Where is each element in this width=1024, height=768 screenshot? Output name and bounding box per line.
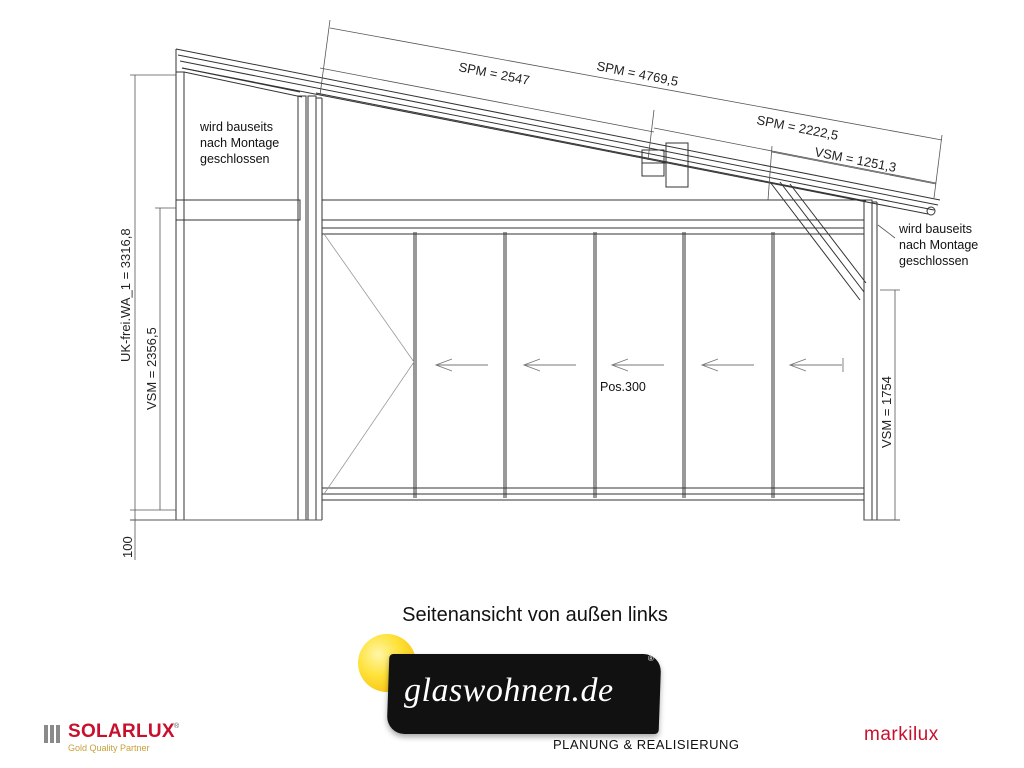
solarlux-bars-icon: [44, 725, 62, 748]
solarlux-logo: [44, 721, 204, 761]
markilux-logo: markilux: [864, 724, 939, 745]
note-left-line2: nach Montage: [200, 136, 280, 150]
note-right-line2: nach Montage: [899, 238, 979, 252]
glaswohnen-tagline: PLANUNG & REALISIERUNG: [553, 737, 740, 752]
note-right-line1: wird bauseits: [899, 222, 972, 236]
drawing-caption: Seitenansicht von außen links: [402, 604, 668, 626]
solarlux-tagline: Gold Quality Partner: [68, 743, 150, 753]
door-swing-lines: [324, 234, 414, 494]
note-right-line3: geschlossen: [899, 254, 969, 268]
dim-spm-b: SPM = 2222,5: [755, 112, 840, 144]
dim-spm-total: SPM = 4769,5: [595, 58, 680, 90]
note-left-line1: wird bauseits: [200, 120, 273, 134]
right-post: [864, 200, 877, 520]
dim-vsm-top-right: VSM = 1251,3: [813, 144, 898, 176]
dim-vsm-left: VSM = 2356,5: [144, 327, 159, 410]
dim-spm-a: SPM = 2547: [457, 59, 531, 88]
dimension-lines: [130, 20, 942, 560]
solarlux-name: SOLARLUX: [68, 721, 175, 742]
glaswohnen-logo: [358, 634, 668, 744]
bottom-rail: [322, 488, 864, 500]
slide-arrows: [436, 358, 843, 372]
dim-vsm-right: VSM = 1754: [879, 376, 894, 448]
glaswohnen-logo-text: glaswohnen.de: [404, 672, 614, 709]
glaswohnen-registered-mark: ®: [648, 654, 654, 663]
position-label: Pos.300: [600, 380, 646, 394]
top-beam: [322, 200, 864, 234]
note-left-line3: geschlossen: [200, 152, 270, 166]
dim-uk-frei: UK-frei.WA_1 = 3316,8: [118, 228, 133, 362]
dim-base: 100: [120, 536, 135, 558]
solarlux-registered-mark: ®: [174, 723, 180, 730]
